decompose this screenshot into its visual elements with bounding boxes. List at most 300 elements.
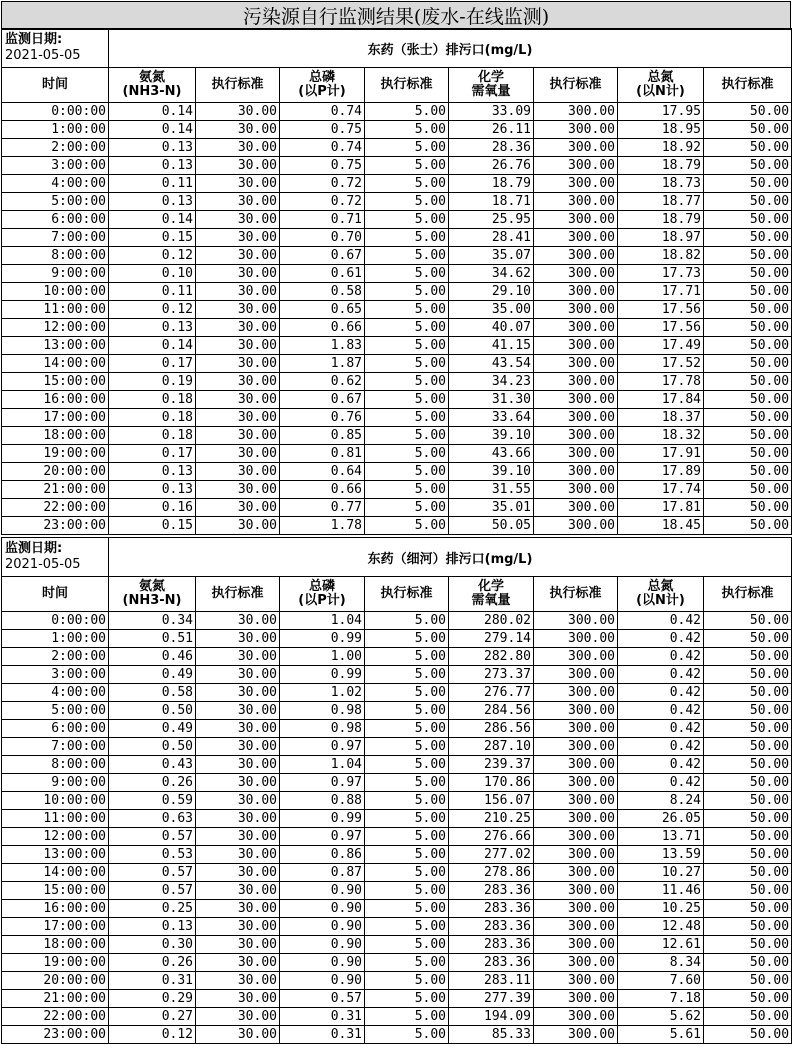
value-cell: 0.49 <box>109 666 196 684</box>
value-cell: 300.00 <box>534 972 618 990</box>
value-cell: 30.00 <box>196 720 280 738</box>
value-cell: 5.00 <box>365 283 449 301</box>
outlet-table-xihe <box>1 537 792 1044</box>
value-cell: 283.36 <box>449 954 534 972</box>
value-cell: 300.00 <box>534 990 618 1008</box>
value-cell: 0.10 <box>109 265 196 283</box>
value-cell: 0.62 <box>280 373 365 391</box>
value-cell: 278.86 <box>449 864 534 882</box>
value-cell: 300.00 <box>534 247 618 265</box>
value-cell: 5.00 <box>365 918 449 936</box>
value-cell: 50.00 <box>704 738 792 756</box>
value-cell: 43.54 <box>449 355 534 373</box>
value-cell: 300.00 <box>534 738 618 756</box>
value-cell: 50.00 <box>704 972 792 990</box>
value-cell: 26.05 <box>618 810 704 828</box>
value-cell: 0.64 <box>280 463 365 481</box>
value-cell: 300.00 <box>534 882 618 900</box>
column-header <box>196 68 280 103</box>
value-cell: 0.90 <box>280 972 365 990</box>
table-row <box>2 882 792 900</box>
value-cell: 8.24 <box>618 792 704 810</box>
value-cell: 30.00 <box>196 702 280 720</box>
value-cell: 29.10 <box>449 283 534 301</box>
value-cell: 12.61 <box>618 936 704 954</box>
table-row <box>2 684 792 702</box>
value-cell: 5.00 <box>365 810 449 828</box>
value-cell: 1.00 <box>280 648 365 666</box>
value-cell: 5.00 <box>365 702 449 720</box>
value-cell: 0.49 <box>109 720 196 738</box>
value-cell: 50.00 <box>704 1008 792 1026</box>
table-row <box>2 954 792 972</box>
value-cell: 0.76 <box>280 409 365 427</box>
time-cell: 9:00:00 <box>2 774 109 792</box>
outlet-name: 东药（张士）排污口(mg/L) <box>109 29 792 68</box>
value-cell: 276.66 <box>449 828 534 846</box>
value-cell: 0.63 <box>109 810 196 828</box>
column-header <box>2 577 109 612</box>
value-cell: 17.56 <box>618 319 704 337</box>
value-cell: 50.00 <box>704 702 792 720</box>
value-cell: 300.00 <box>534 193 618 211</box>
value-cell: 17.91 <box>618 445 704 463</box>
value-cell: 17.84 <box>618 391 704 409</box>
time-cell: 23:00:00 <box>2 517 109 535</box>
table-row <box>2 792 792 810</box>
column-header-line: 时间 <box>41 586 68 601</box>
value-cell: 0.42 <box>618 756 704 774</box>
value-cell: 30.00 <box>196 900 280 918</box>
value-cell: 5.00 <box>365 882 449 900</box>
column-header-line: 化学 <box>477 579 504 594</box>
value-cell: 50.00 <box>704 954 792 972</box>
value-cell: 18.92 <box>618 139 704 157</box>
value-cell: 50.00 <box>704 211 792 229</box>
value-cell: 0.31 <box>280 1008 365 1026</box>
value-cell: 30.00 <box>196 846 280 864</box>
time-cell: 6:00:00 <box>2 720 109 738</box>
value-cell: 1.04 <box>280 756 365 774</box>
table-row <box>2 517 792 535</box>
value-cell: 0.97 <box>280 828 365 846</box>
table-row <box>2 139 792 157</box>
value-cell: 50.00 <box>704 517 792 535</box>
value-cell: 0.57 <box>109 882 196 900</box>
value-cell: 0.57 <box>109 828 196 846</box>
value-cell: 18.79 <box>449 175 534 193</box>
column-header-line: 氨氮 <box>138 70 165 85</box>
value-cell: 273.37 <box>449 666 534 684</box>
value-cell: 0.13 <box>109 481 196 499</box>
value-cell: 0.34 <box>109 612 196 630</box>
value-cell: 0.25 <box>109 900 196 918</box>
time-cell: 17:00:00 <box>2 918 109 936</box>
value-cell: 5.00 <box>365 193 449 211</box>
value-cell: 17.95 <box>618 103 704 121</box>
table-row <box>2 1026 792 1044</box>
value-cell: 0.97 <box>280 774 365 792</box>
value-cell: 276.77 <box>449 684 534 702</box>
column-header <box>280 577 365 612</box>
value-cell: 5.00 <box>365 409 449 427</box>
value-cell: 33.64 <box>449 409 534 427</box>
value-cell: 28.41 <box>449 229 534 247</box>
value-cell: 0.58 <box>109 684 196 702</box>
value-cell: 300.00 <box>534 481 618 499</box>
value-cell: 33.09 <box>449 103 534 121</box>
value-cell: 5.00 <box>365 319 449 337</box>
value-cell: 0.70 <box>280 229 365 247</box>
value-cell: 17.89 <box>618 463 704 481</box>
value-cell: 300.00 <box>534 612 618 630</box>
value-cell: 8.34 <box>618 954 704 972</box>
value-cell: 50.00 <box>704 846 792 864</box>
table-row <box>2 738 792 756</box>
value-cell: 300.00 <box>534 684 618 702</box>
value-cell: 25.95 <box>449 211 534 229</box>
time-cell: 9:00:00 <box>2 265 109 283</box>
value-cell: 5.00 <box>365 1008 449 1026</box>
value-cell: 0.42 <box>618 702 704 720</box>
value-cell: 300.00 <box>534 630 618 648</box>
value-cell: 287.10 <box>449 738 534 756</box>
column-header <box>109 68 196 103</box>
time-cell: 18:00:00 <box>2 936 109 954</box>
value-cell: 50.00 <box>704 936 792 954</box>
outlet-name: 东药（细河）排污口(mg/L) <box>109 538 792 577</box>
value-cell: 277.39 <box>449 990 534 1008</box>
value-cell: 43.66 <box>449 445 534 463</box>
value-cell: 5.00 <box>365 900 449 918</box>
time-cell: 2:00:00 <box>2 648 109 666</box>
value-cell: 0.50 <box>109 702 196 720</box>
value-cell: 0.66 <box>280 481 365 499</box>
value-cell: 5.00 <box>365 499 449 517</box>
value-cell: 5.00 <box>365 391 449 409</box>
value-cell: 18.73 <box>618 175 704 193</box>
table-row <box>2 648 792 666</box>
column-header-line: 总磷 <box>308 579 335 594</box>
value-cell: 17.71 <box>618 283 704 301</box>
date-label: 监测日期: <box>5 541 63 556</box>
value-cell: 279.14 <box>449 630 534 648</box>
time-cell: 5:00:00 <box>2 193 109 211</box>
table-row <box>2 301 792 319</box>
table-row <box>2 666 792 684</box>
report-title: 污染源自行监测结果(废水-在线监测) <box>2 2 791 30</box>
value-cell: 300.00 <box>534 373 618 391</box>
value-cell: 30.00 <box>196 738 280 756</box>
value-cell: 10.27 <box>618 864 704 882</box>
value-cell: 0.12 <box>109 247 196 265</box>
column-header-line: (以N计) <box>636 593 685 608</box>
value-cell: 0.71 <box>280 211 365 229</box>
column-header <box>365 577 449 612</box>
value-cell: 30.00 <box>196 463 280 481</box>
value-cell: 30.00 <box>196 445 280 463</box>
value-cell: 0.42 <box>618 684 704 702</box>
value-cell: 0.90 <box>280 936 365 954</box>
value-cell: 1.87 <box>280 355 365 373</box>
column-header <box>704 577 792 612</box>
table-row <box>2 864 792 882</box>
value-cell: 0.16 <box>109 499 196 517</box>
value-cell: 0.19 <box>109 373 196 391</box>
value-cell: 28.36 <box>449 139 534 157</box>
time-cell: 10:00:00 <box>2 283 109 301</box>
value-cell: 0.18 <box>109 391 196 409</box>
value-cell: 5.00 <box>365 720 449 738</box>
value-cell: 0.59 <box>109 792 196 810</box>
value-cell: 17.56 <box>618 301 704 319</box>
value-cell: 30.00 <box>196 990 280 1008</box>
value-cell: 0.27 <box>109 1008 196 1026</box>
column-header-line: (以P计) <box>298 593 346 608</box>
time-cell: 18:00:00 <box>2 427 109 445</box>
time-cell: 12:00:00 <box>2 319 109 337</box>
value-cell: 50.00 <box>704 229 792 247</box>
value-cell: 5.00 <box>365 337 449 355</box>
value-cell: 300.00 <box>534 103 618 121</box>
value-cell: 17.78 <box>618 373 704 391</box>
column-header-row <box>2 577 792 612</box>
value-cell: 5.00 <box>365 828 449 846</box>
value-cell: 0.11 <box>109 175 196 193</box>
value-cell: 50.00 <box>704 175 792 193</box>
time-cell: 7:00:00 <box>2 738 109 756</box>
value-cell: 30.00 <box>196 373 280 391</box>
value-cell: 30.00 <box>196 139 280 157</box>
value-cell: 30.00 <box>196 355 280 373</box>
value-cell: 0.15 <box>109 229 196 247</box>
time-cell: 22:00:00 <box>2 499 109 517</box>
value-cell: 0.31 <box>280 1026 365 1044</box>
value-cell: 17.81 <box>618 499 704 517</box>
value-cell: 0.99 <box>280 666 365 684</box>
value-cell: 0.81 <box>280 445 365 463</box>
value-cell: 0.66 <box>280 319 365 337</box>
column-header <box>534 577 618 612</box>
time-cell: 20:00:00 <box>2 972 109 990</box>
column-header-line: (NH3-N) <box>122 84 182 99</box>
table-row <box>2 193 792 211</box>
value-cell: 50.00 <box>704 684 792 702</box>
value-cell: 0.13 <box>109 193 196 211</box>
table-row <box>2 936 792 954</box>
value-cell: 18.82 <box>618 247 704 265</box>
column-header-line: 需氧量 <box>471 84 511 99</box>
value-cell: 30.00 <box>196 247 280 265</box>
value-cell: 30.00 <box>196 918 280 936</box>
column-header-line: 执行标准 <box>380 77 433 92</box>
value-cell: 156.07 <box>449 792 534 810</box>
outlet-table-zhangshi <box>1 28 792 535</box>
value-cell: 300.00 <box>534 517 618 535</box>
value-cell: 5.00 <box>365 247 449 265</box>
value-cell: 0.13 <box>109 918 196 936</box>
value-cell: 0.30 <box>109 936 196 954</box>
value-cell: 0.87 <box>280 864 365 882</box>
table-row <box>2 612 792 630</box>
value-cell: 50.00 <box>704 792 792 810</box>
date-cell <box>2 29 109 68</box>
table-row <box>2 283 792 301</box>
value-cell: 5.00 <box>365 630 449 648</box>
value-cell: 7.18 <box>618 990 704 1008</box>
value-cell: 50.00 <box>704 463 792 481</box>
table-row <box>2 229 792 247</box>
value-cell: 0.13 <box>109 157 196 175</box>
value-cell: 0.57 <box>280 990 365 1008</box>
value-cell: 0.26 <box>109 774 196 792</box>
value-cell: 85.33 <box>449 1026 534 1044</box>
value-cell: 12.48 <box>618 918 704 936</box>
value-cell: 0.98 <box>280 720 365 738</box>
value-cell: 300.00 <box>534 774 618 792</box>
section-header-row <box>2 29 792 68</box>
value-cell: 18.32 <box>618 427 704 445</box>
value-cell: 30.00 <box>196 972 280 990</box>
value-cell: 34.62 <box>449 265 534 283</box>
value-cell: 0.50 <box>109 738 196 756</box>
value-cell: 300.00 <box>534 301 618 319</box>
value-cell: 18.77 <box>618 193 704 211</box>
value-cell: 284.56 <box>449 702 534 720</box>
value-cell: 1.02 <box>280 684 365 702</box>
value-cell: 0.42 <box>618 738 704 756</box>
value-cell: 5.00 <box>365 157 449 175</box>
table-row <box>2 846 792 864</box>
value-cell: 5.00 <box>365 612 449 630</box>
column-header <box>618 68 704 103</box>
value-cell: 0.42 <box>618 666 704 684</box>
value-cell: 5.00 <box>365 373 449 391</box>
time-cell: 17:00:00 <box>2 409 109 427</box>
value-cell: 50.00 <box>704 283 792 301</box>
value-cell: 300.00 <box>534 1008 618 1026</box>
value-cell: 50.00 <box>704 247 792 265</box>
value-cell: 277.02 <box>449 846 534 864</box>
value-cell: 5.00 <box>365 666 449 684</box>
column-header <box>365 68 449 103</box>
value-cell: 300.00 <box>534 864 618 882</box>
value-cell: 50.00 <box>704 774 792 792</box>
value-cell: 0.17 <box>109 445 196 463</box>
value-cell: 30.00 <box>196 409 280 427</box>
value-cell: 5.62 <box>618 1008 704 1026</box>
value-cell: 0.53 <box>109 846 196 864</box>
value-cell: 0.42 <box>618 720 704 738</box>
value-cell: 30.00 <box>196 499 280 517</box>
table-row <box>2 391 792 409</box>
value-cell: 30.00 <box>196 283 280 301</box>
time-cell: 7:00:00 <box>2 229 109 247</box>
column-header-line: 执行标准 <box>721 586 774 601</box>
value-cell: 50.00 <box>704 499 792 517</box>
value-cell: 30.00 <box>196 121 280 139</box>
table-row <box>2 121 792 139</box>
time-cell: 15:00:00 <box>2 882 109 900</box>
time-cell: 13:00:00 <box>2 846 109 864</box>
value-cell: 50.00 <box>704 355 792 373</box>
value-cell: 210.25 <box>449 810 534 828</box>
time-cell: 22:00:00 <box>2 1008 109 1026</box>
value-cell: 283.36 <box>449 918 534 936</box>
time-cell: 1:00:00 <box>2 630 109 648</box>
time-cell: 13:00:00 <box>2 337 109 355</box>
time-cell: 8:00:00 <box>2 756 109 774</box>
value-cell: 300.00 <box>534 499 618 517</box>
value-cell: 5.00 <box>365 103 449 121</box>
value-cell: 1.83 <box>280 337 365 355</box>
column-header-line: 执行标准 <box>380 586 433 601</box>
value-cell: 50.00 <box>704 139 792 157</box>
value-cell: 5.00 <box>365 355 449 373</box>
value-cell: 1.04 <box>280 612 365 630</box>
column-header-line: 氨氮 <box>138 579 165 594</box>
value-cell: 30.00 <box>196 756 280 774</box>
table-row <box>2 774 792 792</box>
table-row <box>2 247 792 265</box>
value-cell: 50.00 <box>704 301 792 319</box>
value-cell: 0.65 <box>280 301 365 319</box>
value-cell: 17.73 <box>618 265 704 283</box>
value-cell: 0.14 <box>109 337 196 355</box>
value-cell: 50.00 <box>704 409 792 427</box>
value-cell: 30.00 <box>196 337 280 355</box>
value-cell: 50.00 <box>704 864 792 882</box>
value-cell: 30.00 <box>196 612 280 630</box>
table-row <box>2 103 792 121</box>
value-cell: 30.00 <box>196 517 280 535</box>
value-cell: 50.00 <box>704 265 792 283</box>
value-cell: 0.86 <box>280 846 365 864</box>
value-cell: 170.86 <box>449 774 534 792</box>
value-cell: 5.00 <box>365 121 449 139</box>
value-cell: 300.00 <box>534 900 618 918</box>
column-header <box>449 577 534 612</box>
value-cell: 283.36 <box>449 900 534 918</box>
value-cell: 17.52 <box>618 355 704 373</box>
value-cell: 300.00 <box>534 391 618 409</box>
value-cell: 5.00 <box>365 481 449 499</box>
value-cell: 0.12 <box>109 301 196 319</box>
value-cell: 0.42 <box>618 774 704 792</box>
value-cell: 300.00 <box>534 666 618 684</box>
column-header-line: 化学 <box>477 70 504 85</box>
value-cell: 18.37 <box>618 409 704 427</box>
value-cell: 26.11 <box>449 121 534 139</box>
value-cell: 5.00 <box>365 648 449 666</box>
column-header-line: 总氮 <box>647 70 674 85</box>
table-row <box>2 900 792 918</box>
value-cell: 18.79 <box>618 157 704 175</box>
time-cell: 0:00:00 <box>2 103 109 121</box>
table-row <box>2 1008 792 1026</box>
value-cell: 0.31 <box>109 972 196 990</box>
value-cell: 30.00 <box>196 648 280 666</box>
value-cell: 50.00 <box>704 810 792 828</box>
table-row <box>2 972 792 990</box>
value-cell: 39.10 <box>449 463 534 481</box>
value-cell: 50.00 <box>704 720 792 738</box>
value-cell: 5.00 <box>365 175 449 193</box>
value-cell: 50.00 <box>704 391 792 409</box>
value-cell: 0.42 <box>618 630 704 648</box>
table-row <box>2 481 792 499</box>
value-cell: 18.95 <box>618 121 704 139</box>
